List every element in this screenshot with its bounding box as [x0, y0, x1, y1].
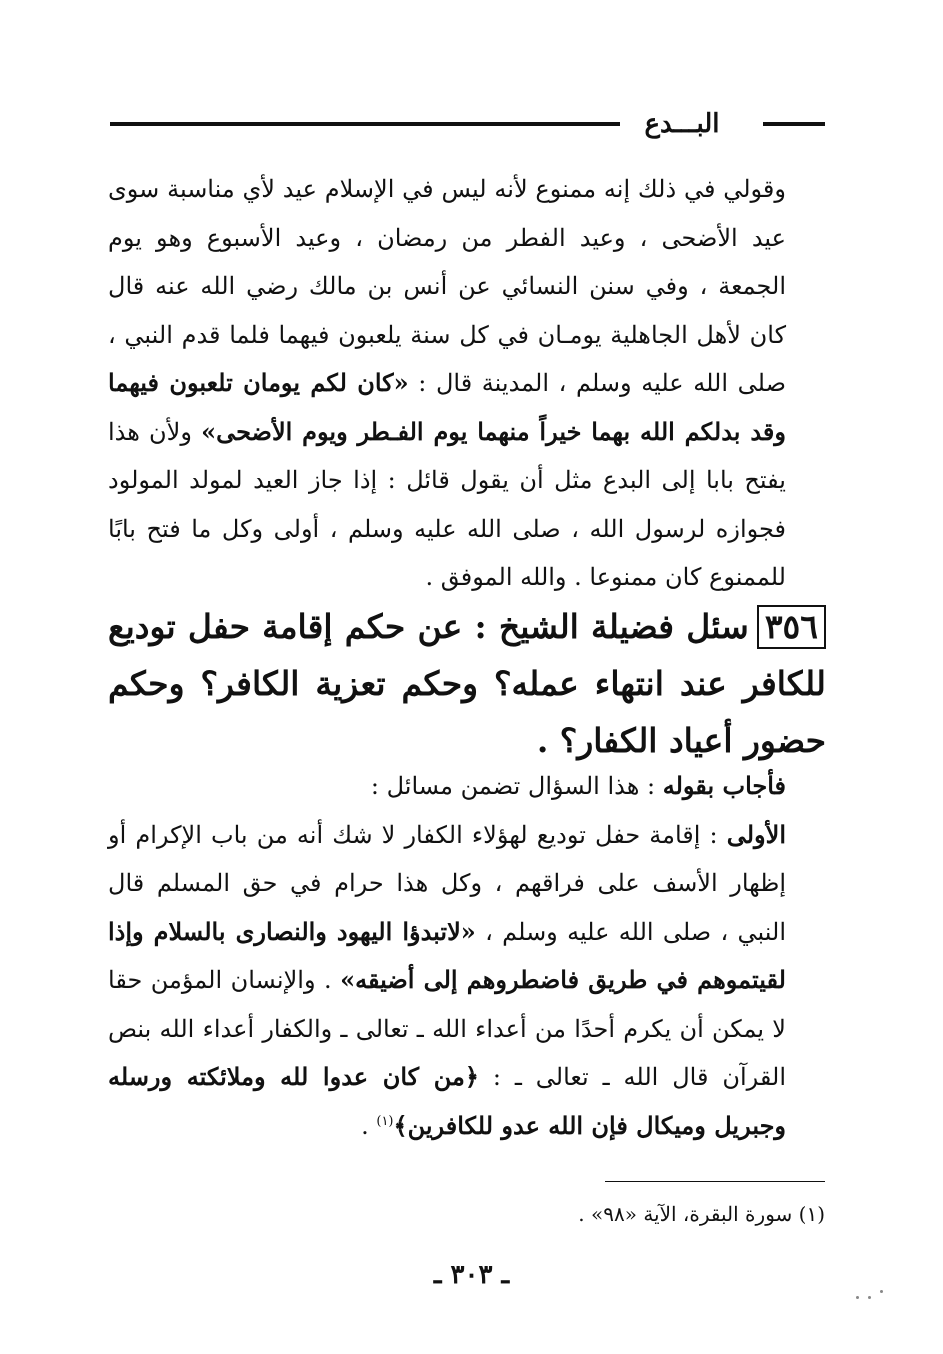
quran-verse: ﴿من كان عدوا لله وملائكته ورسله وجبريل وميكال فإن الله عدو للكافرين﴾ — [108, 1062, 786, 1140]
footnote: (١) سورة البقرة، الآية «٩٨» . — [578, 1202, 825, 1226]
answer-end: . — [361, 1111, 377, 1140]
paragraph-intro — [108, 165, 826, 602]
paragraph-text — [108, 165, 826, 602]
first-point-label: الأولى — [726, 819, 786, 849]
footnote-separator — [605, 1181, 825, 1182]
paragraph-text-start: وقولي في ذلك إنه ممنوع لأنه ليس في الإسلام عيد لأي مناسبة سوى عيد الأضحى ، وعيد الفطر من رمضان ، وعيد الأسبوع وهو يوم الجمعة ، وفي سنن النسائي عن أنس بن مالك رضي الله عنه قال كان لأهل الجاهلية يومـان في كل سنة يلعبون فيهما فلما قدم النبي ، صلى الله عليه وسلم ، المدينة قال : — [108, 175, 786, 397]
first-point-text-a: : إقامة حفل توديع لهؤلاء الكفار لا شك أنه من باب الإكرام أو إظهار الأسف على فراقهم ، وكل هذا حرام في حق المسلم قال النبي ، صلى الله عليه وسلم ، — [108, 820, 787, 946]
answer-intro-text: : هذا السؤال تضمن مسائل : — [370, 772, 663, 800]
answer-intro — [108, 762, 826, 811]
hadith-quote-2: «لاتبدؤا اليهود والنصارى بالسلام وإذا لقيتموهم في طريق فاضطروهم إلى أضيقه» — [108, 916, 786, 994]
question-number: ٣٥٦ — [757, 605, 826, 649]
page-number: ـ ٣٠٣ ـ — [433, 1260, 510, 1290]
header-title: البـــدع — [644, 109, 720, 139]
scan-speck — [868, 1296, 871, 1299]
first-point-text-b: . والإنسان المؤمن حقا لا يمكن أن يكرم أحدًا من أعداء الله ـ تعالى ـ والكفار أعداء الله بنص القرآن قال الله ـ تعالى ـ : — [108, 966, 786, 1091]
scan-speck — [856, 1296, 859, 1299]
answer-section — [108, 762, 826, 1150]
paragraph-text-rest: ولأن هذا يفتح بابا إلى البدع مثل أن يقول قائل : إذا جاز العيد لمولد المولود فجوازه لرسول الله ، صلى الله عليه وسلم ، أولى وكل ما فتح بابًا للممنوع كان ممنوعا . والله الموفق . — [108, 417, 786, 591]
answer-first-point — [108, 811, 826, 1151]
running-header — [110, 108, 825, 148]
hadith-quote: «كان لكم يومان تلعبون فيهما وقد بدلكم الله بهما خيراً منهما يوم الفـطر ويوم الأضحى» — [108, 368, 786, 446]
footnote-reference[interactable]: (١) — [376, 1113, 394, 1129]
scan-speck — [880, 1290, 883, 1293]
question-text: سئل فضيلة الشيخ : عن حكم إقامة حفل توديع للكافر عند انتهاء عمله؟ وحكم تعزية الكافر؟ وحكم حضور أعياد الكفار؟ . — [108, 607, 826, 760]
header-rule-right — [763, 122, 825, 126]
question-heading — [108, 598, 826, 769]
header-rule-left — [110, 122, 620, 126]
answer-intro-label: فأجاب بقوله — [662, 771, 786, 800]
